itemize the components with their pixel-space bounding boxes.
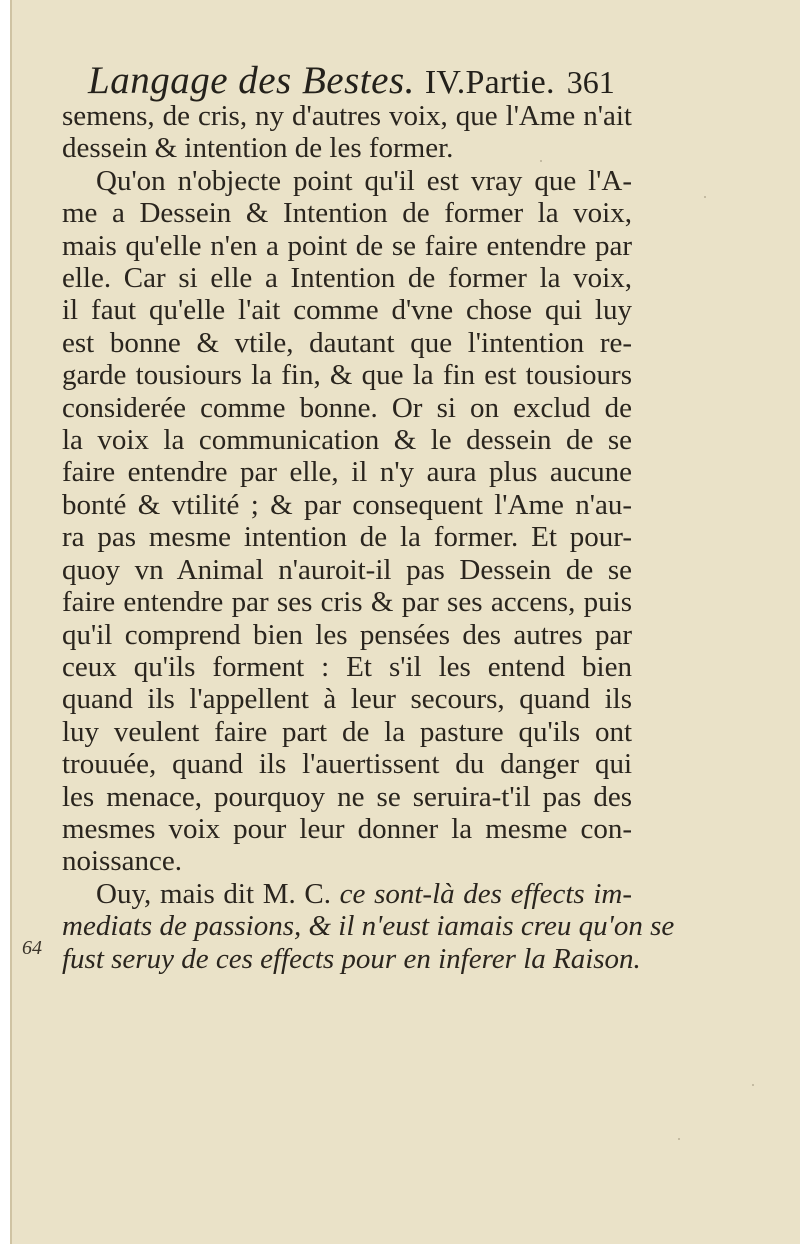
text-line-15: quoy vn Animal n'auroit-il pas Dessein de se — [62, 553, 632, 586]
margin-note: 64 — [22, 937, 42, 959]
text-line-22: les menace, pourquoy ne se seruira-t'il pas des — [62, 780, 632, 813]
page-edge-strip — [0, 0, 10, 1244]
running-head-part: IV.Partie. — [424, 64, 555, 101]
text-line-13: bonté & vtilité ; & par consequent l'Ame n'au- — [62, 488, 632, 521]
text-line-25-italic: ce sont-là des effects im- — [339, 877, 633, 910]
text-line-11: la voix la communication & le dessein de se — [62, 424, 632, 457]
text-line-4: me a Dessein & Intention de former la voix, — [62, 197, 632, 230]
text-line-2: dessein & intention de les former. — [62, 132, 454, 165]
page-edge-line — [10, 0, 12, 1244]
text-line-3: Qu'on n'objecte point qu'il est vray que l'A- — [96, 164, 632, 197]
text-line-26: mediats de passions, & il n'eust iamais creu qu'on se — [62, 910, 675, 943]
text-line-25-roman: Ouy, mais dit M. C. — [96, 877, 331, 910]
body-text — [62, 100, 675, 975]
paper-speck — [678, 1138, 680, 1140]
text-line-27: fust seruy de ces effects pour en inferer la Raison. — [62, 942, 641, 975]
text-line-16: faire entendre par ses cris & par ses accens, puis — [62, 586, 632, 619]
text-line-18: ceux qu'ils forment : Et s'il les entend bien — [62, 650, 632, 683]
text-line-17: qu'il comprend bien les pensées des autres par — [62, 618, 632, 651]
text-line-19: quand ils l'appellent à leur secours, quand ils — [62, 683, 632, 716]
text-line-12: faire entendre par elle, il n'y aura plus aucune — [62, 456, 632, 489]
text-line-5: mais qu'elle n'en a point de se faire entendre par — [62, 229, 632, 262]
text-line-14: ra pas mesme intention de la former. Et pour- — [62, 521, 632, 554]
paper-speck — [752, 1084, 754, 1086]
paper-speck — [540, 160, 542, 162]
running-head — [88, 58, 648, 103]
text-line-23: mesmes voix pour leur donner la mesme con- — [62, 812, 632, 845]
text-line-1: semens, de cris, ny d'autres voix, que l'Ame n'ait — [62, 100, 632, 132]
text-line-9: garde tousiours la fin, & que la fin est tousiours — [62, 359, 632, 392]
text-line-20: luy veulent faire part de la pasture qu'ils ont — [62, 715, 632, 748]
text-line-6: elle. Car si elle a Intention de former la voix, — [62, 262, 632, 295]
text-line-10: considerée comme bonne. Or si on exclud de — [62, 391, 632, 424]
text-line-7: il faut qu'elle l'ait comme d'vne chose qui luy — [62, 294, 632, 327]
text-line-25 — [62, 878, 632, 910]
running-head-title: Langage des Bestes. — [88, 59, 415, 102]
text-line-8: est bonne & vtile, dautant que l'intention re- — [62, 326, 632, 359]
paper-speck — [704, 196, 706, 198]
text-line-21: trouuée, quand ils l'auertissent du danger qui — [62, 748, 632, 781]
text-line-24: noissance. — [62, 845, 182, 878]
page-number: 361 — [566, 64, 615, 100]
